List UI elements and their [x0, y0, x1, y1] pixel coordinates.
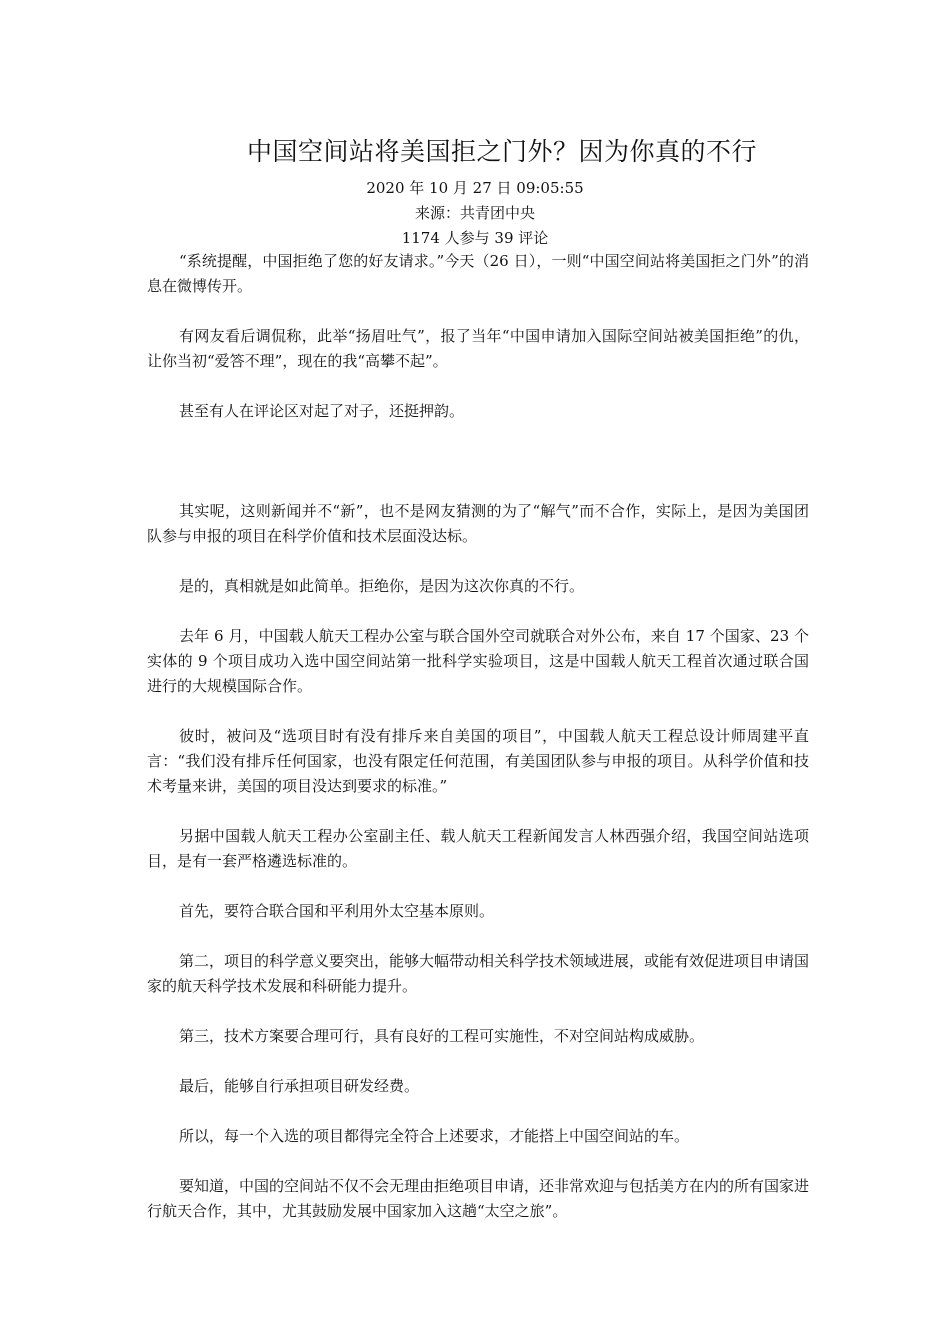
article-paragraph: 彼时，被问及“选项目时有没有排斥来自美国的项目”，中国载人航天工程总设计师周建平直言：“我们没有排斥任何国家，也没有限定任何范围，有美国团队参与申报的项目。从科学价值和技术考量来讲，美国的项目没达到要求的标准。” — [147, 727, 809, 795]
article-stats: 1174 人参与 39 评论 — [401, 229, 549, 247]
article-title: 中国空间站将美国拒之门外？因为你真的不行 — [246, 137, 757, 166]
article-paragraph: 其实呢，这则新闻并不“新”，也不是网友猜测的为了“解气”而不合作，实际上，是因为美国团队参与申报的项目在科学价值和技术层面没达标。 — [147, 502, 809, 545]
article-paragraph: 第三，技术方案要合理可行，具有良好的工程可实施性，不对空间站构成威胁。 — [179, 1027, 705, 1045]
article-paragraph: 第二，项目的科学意义要突出，能够大幅带动相关科学技术领域进展，或能有效促进项目申请国家的航天科学技术发展和科研能力提升。 — [147, 952, 810, 995]
article-paragraph: 所以，每一个入选的项目都得完全符合上述要求，才能搭上中国空间站的车。 — [179, 1127, 690, 1145]
article-paragraph: 去年 6 月，中国载人航天工程办公室与联合国外空司就联合对外公布，来自 17 个国家、23 个实体的 9 个项目成功入选中国空间站第一批科学实验项目，这是中国载人航天工程首次通过联合国进行的大规模国际合作。 — [147, 627, 809, 695]
article-paragraph: 有网友看后调侃称，此举“扬眉吐气”，报了当年“中国申请加入国际空间站被美国拒绝”的仇，让你当初“爱答不理”，现在的我“高攀不起”。 — [147, 327, 809, 370]
article-datetime: 2020 年 10 月 27 日 09:05:55 — [366, 179, 584, 197]
article-paragraph: 首先，要符合联合国和平利用外太空基本原则。 — [179, 902, 495, 920]
article-paragraph: 另据中国载人航天工程办公室副主任、载人航天工程新闻发言人林西强介绍，我国空间站选项目，是有一套严格遴选标准的。 — [147, 827, 809, 870]
article-paragraph: 是的，真相就是如此简单。拒绝你，是因为这次你真的不行。 — [179, 577, 585, 595]
article-paragraph: “系统提醒，中国拒绝了您的好友请求。”今天（26 日），一则“中国空间站将美国拒之门外”的消息在微博传开。 — [147, 252, 809, 295]
article-source: 来源：共青团中央 — [414, 204, 535, 222]
article-paragraph: 甚至有人在评论区对起了对子，还挺押韵。 — [179, 402, 465, 420]
article-paragraph: 最后，能够自行承担项目研发经费。 — [179, 1077, 420, 1095]
article-body — [147, 249, 809, 1249]
article-paragraph: 要知道，中国的空间站不仅不会无理由拒绝项目申请，还非常欢迎与包括美方在内的所有国家进行航天合作，其中，尤其鼓励发展中国家加入这趟“太空之旅”。 — [147, 1177, 810, 1220]
